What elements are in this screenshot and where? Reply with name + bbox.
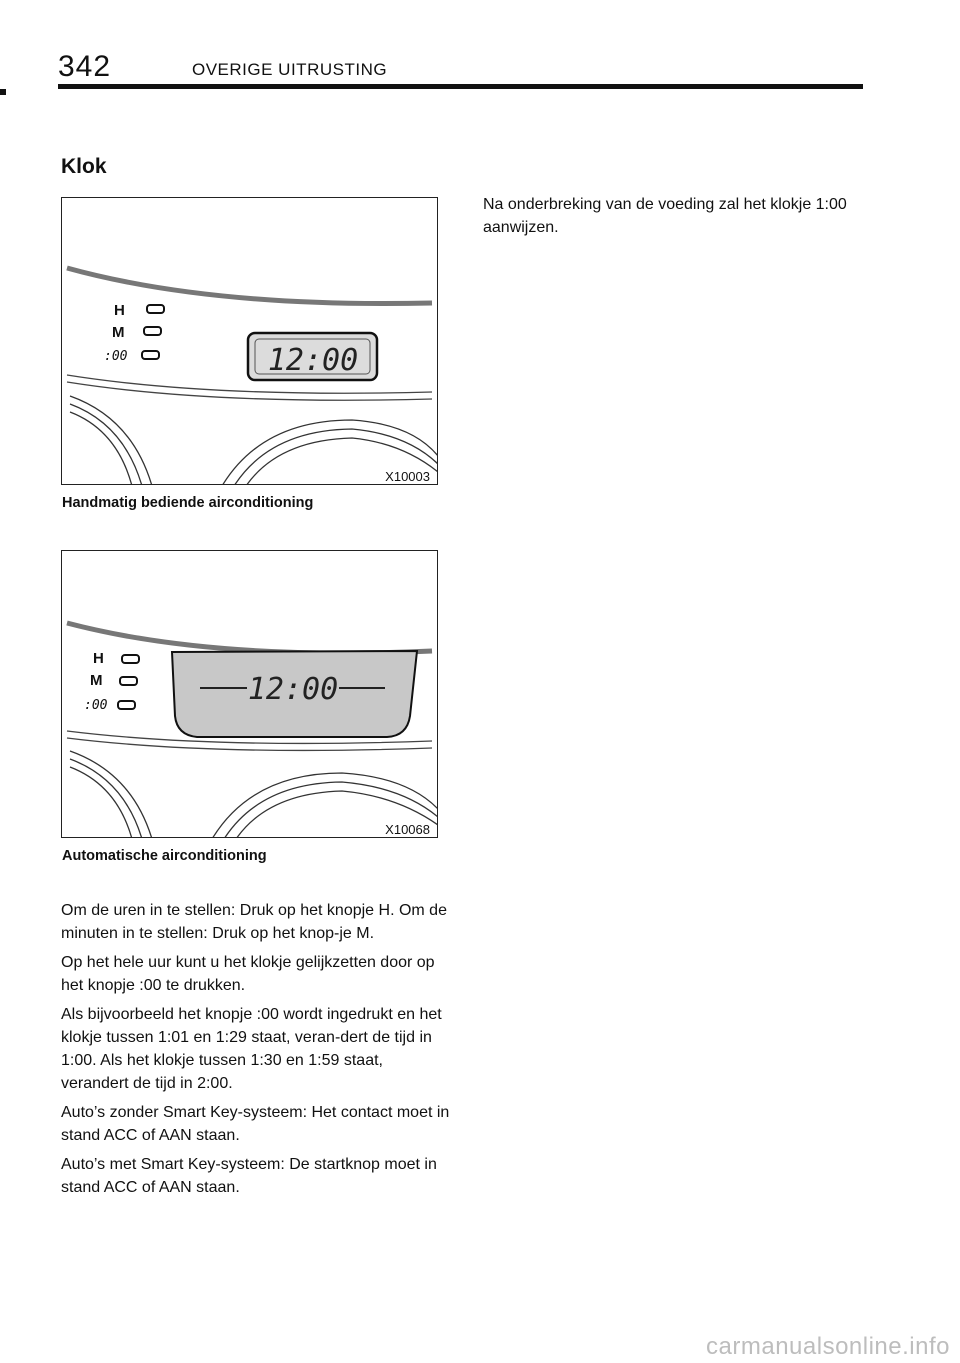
reset-button[interactable] — [118, 701, 135, 709]
figure-caption: Automatische airconditioning — [62, 848, 267, 864]
hour-button-label: H — [93, 650, 104, 667]
dial-arc — [70, 767, 132, 838]
minute-button[interactable] — [120, 677, 137, 685]
page-number: 342 — [58, 50, 112, 83]
clock-illustration-manual — [62, 198, 438, 485]
paragraph: Auto’s zonder Smart Key‑systeem: Het contact moet in stand ACC of AAN staan. — [61, 1104, 450, 1144]
header-rule — [58, 84, 863, 89]
instructions-text — [61, 899, 451, 1205]
hour-button-label: H — [114, 302, 125, 319]
power-interruption-note — [483, 193, 873, 239]
clock-time-readout: 12:00 — [247, 672, 339, 707]
minute-button[interactable] — [144, 327, 161, 335]
panel-line — [67, 738, 432, 750]
minute-button-label: M — [112, 324, 125, 341]
figure-caption: Handmatig bediende airconditioning — [62, 495, 314, 511]
paragraph: Auto’s met Smart Key‑systeem: De startknop moet in stand ACC of AAN staan. — [61, 1156, 437, 1196]
figure-code: X10003 — [385, 469, 430, 484]
dial-arc — [70, 412, 132, 485]
reset-button-label: :00 — [104, 349, 128, 364]
reset-button-label: :00 — [84, 698, 108, 713]
figure-automatic-ac — [61, 550, 438, 838]
paragraph: Om de uren in te stellen: Druk op het knopje H. Om de minuten in te stellen: Druk op het knop-je M. — [61, 902, 447, 942]
hour-button[interactable] — [122, 655, 139, 663]
reset-button[interactable] — [142, 351, 159, 359]
page-title: Klok — [61, 155, 107, 178]
paragraph: Als bijvoorbeeld het knopje :00 wordt ingedrukt en het klokje tussen 1:01 en 1:29 staat, veran-dert de tijd in 1:00. Als het klokje tussen 1:30 en 1:59 staat, verandert de tijd in 2:00. — [61, 1006, 442, 1092]
edge-mark — [0, 89, 6, 95]
clock-time-readout: 12:00 — [267, 343, 359, 378]
figure-manual-ac — [61, 197, 438, 485]
hour-button[interactable] — [147, 305, 164, 313]
clock-illustration-automatic — [62, 551, 438, 838]
figure-code: X10068 — [385, 822, 430, 837]
paragraph: Op het hele uur kunt u het klokje gelijkzetten door op het knopje :00 te drukken. — [61, 954, 435, 994]
watermark: carmanualsonline.info — [706, 1333, 950, 1360]
minute-button-label: M — [90, 672, 103, 689]
paragraph: Na onderbreking van de voeding zal het klokje 1:00 aanwijzen. — [483, 196, 847, 236]
panel-edge-line — [67, 623, 432, 653]
panel-edge-line — [67, 268, 432, 304]
section-header: OVERIGE UITRUSTING — [192, 60, 388, 79]
